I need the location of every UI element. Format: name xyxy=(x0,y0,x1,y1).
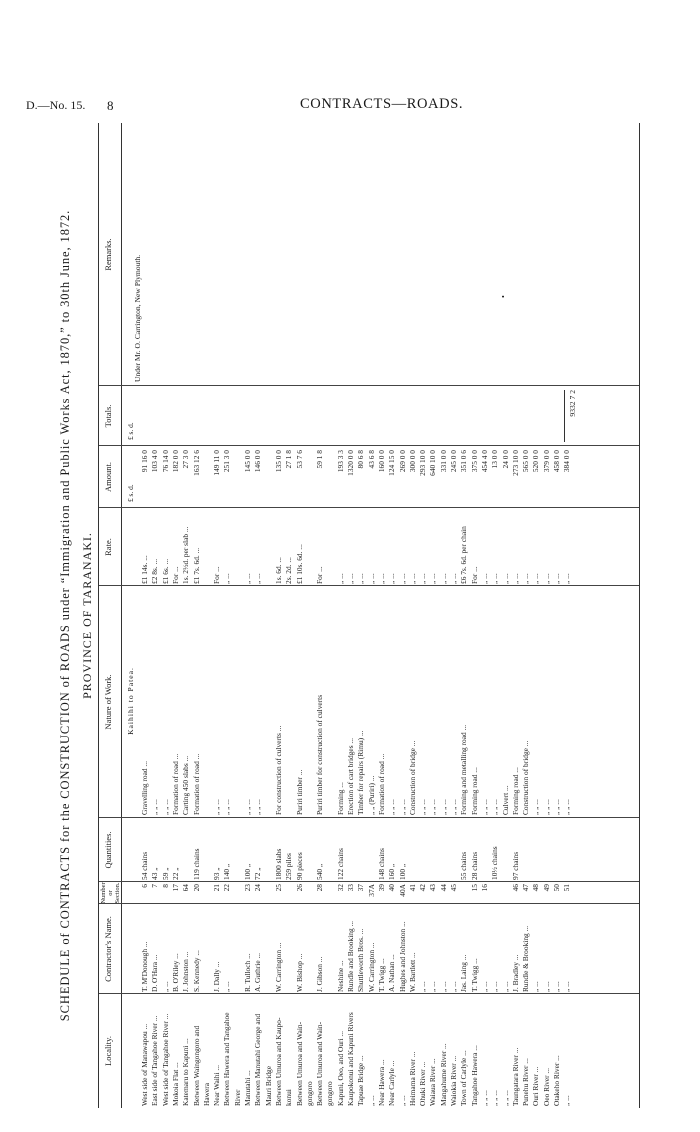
rate-cell: £6 7s. 6d. per chain xyxy=(459,526,469,584)
work-cell: „ „ ... xyxy=(253,799,263,815)
locality-cell: konui xyxy=(284,1089,294,1106)
contractor-cell: S. Kennedy ... xyxy=(191,950,201,992)
rate-cell: „ ... xyxy=(438,573,448,584)
locality-cell: Town of Carlyle ... xyxy=(459,1050,469,1106)
rate-cell: „ ... xyxy=(521,573,531,584)
quantity-cell: 100 „ xyxy=(397,863,407,880)
work-cell: For construction of culverts ... xyxy=(273,725,283,815)
work-cell: „ „ ... xyxy=(160,799,170,815)
quantity-cell: 72 „ xyxy=(253,867,263,880)
locality-cell: „ ... xyxy=(397,1095,407,1106)
section-cell: 25 xyxy=(273,884,283,892)
contractor-cell: Hughes and Johnston ... xyxy=(397,921,407,992)
locality-cell: Taungatara River ... xyxy=(510,1047,520,1106)
amount-cell: 146 0 0 xyxy=(253,450,263,473)
locality-cell: Hawera xyxy=(201,1083,211,1106)
locality-cell: „ „ ... xyxy=(490,1090,500,1106)
rate-cell: „ ... xyxy=(335,573,345,584)
rate-cell: „ ... xyxy=(222,573,232,584)
section-cell: 6 xyxy=(140,884,149,888)
rate-cell: £2 8s. ... xyxy=(150,558,160,584)
contractor-cell: D. O'Hara ... xyxy=(150,954,160,992)
amount-cell: 351 0 6 xyxy=(459,450,469,473)
locality-cell: Ouri River ... xyxy=(531,1066,541,1106)
section-cell: 22 xyxy=(222,884,232,892)
amount-cell: 27 3 0 xyxy=(181,450,191,469)
contractor-cell: R. Tulloch ... xyxy=(243,953,252,992)
amount-cell: 331 0 0 xyxy=(438,450,448,473)
work-cell: „ „ ... xyxy=(418,799,428,815)
col-quantities: Quantities. xyxy=(103,831,113,869)
quantity-cell: 90 pieces xyxy=(294,852,304,880)
contractor-cell: J. Gibson ... xyxy=(315,956,325,992)
section-cell: 46 xyxy=(510,884,520,892)
grand-total: 9332 7 2 xyxy=(568,390,577,417)
locality-cell: Tapuae Bridge ... xyxy=(356,1055,366,1106)
amount-cell: 124 15 0 xyxy=(387,450,397,476)
work-cell: Construction of bridge ... xyxy=(521,740,531,815)
amount-cell: 193 3 3 xyxy=(335,450,345,473)
section-cell: 32 xyxy=(335,884,345,892)
work-cell: Carting 450 slabs ... xyxy=(181,755,191,815)
work-cell: „ „ ... xyxy=(490,799,500,815)
work-cell: Construction of bridge ... xyxy=(407,740,417,815)
contractor-cell: A. Guthrie ... xyxy=(253,953,263,992)
locality-cell: Punehu River ... xyxy=(521,1058,531,1106)
amount-cell: 135 0 0 xyxy=(273,450,283,473)
contractor-cell: „ ... xyxy=(552,981,561,992)
contractor-cell: „ ... xyxy=(541,981,551,992)
col-remarks: Remarks. xyxy=(103,238,113,271)
locality-cell: Tangahoe Hawera ... xyxy=(469,1045,479,1106)
locality-cell: Oeo River ... xyxy=(541,1068,551,1106)
amount-cell: 24 0 0 xyxy=(500,450,510,469)
contractor-cell: Jas. Laing ... xyxy=(459,954,469,992)
contractor-cell: Shuttleworth Bros. ... xyxy=(356,928,366,992)
work-cell: Puriri timber for construction of culverts xyxy=(315,694,325,815)
locality-cell: East side of Tangahoe River ... xyxy=(150,1015,160,1106)
amount-cell: 53 7 6 xyxy=(294,450,304,469)
amount-cell: 273 10 0 xyxy=(510,450,520,476)
amount-cell: 375 0 0 xyxy=(469,450,479,473)
col-work: Nature of Work. xyxy=(103,674,113,730)
rate-cell: For ... xyxy=(212,566,222,584)
locality-cell: Between Umuroa and Wain- xyxy=(315,1021,325,1106)
locality-cell: Waiaua River ... xyxy=(428,1058,438,1106)
locality-cell: Near Hawera ... xyxy=(376,1059,386,1106)
locality-cell: Katemaru to Kapuni ... xyxy=(181,1038,191,1106)
rate-cell: „ ... xyxy=(510,573,520,584)
rate-cell: „ ... xyxy=(407,573,417,584)
locality-cell: Between Hawera and Tangahoe xyxy=(222,1012,232,1106)
totals-units: £ s. d. xyxy=(126,422,135,440)
section-cell: 33 xyxy=(346,884,355,892)
section-cell: 42 xyxy=(418,884,428,892)
rate-cell: „ ... xyxy=(418,573,428,584)
amount-cell: 269 0 0 xyxy=(397,450,407,473)
contractor-cell: W. Carrington ... xyxy=(273,942,283,992)
locality-cell: Waiokia River ... xyxy=(449,1055,458,1106)
work-cell: „ „ ... xyxy=(541,799,551,815)
quantity-cell: 43 „ xyxy=(150,867,160,880)
quantity-cell: 160 „ xyxy=(387,863,397,880)
locality-cell: West side of Manawapou ... xyxy=(140,1023,149,1106)
rate-cell: For ... xyxy=(170,566,180,584)
rate-cell: „ ... xyxy=(562,573,572,584)
contractor-cell: „ ... xyxy=(222,981,232,992)
locality-cell: Near Carlyle ... xyxy=(387,1060,397,1106)
rate-cell: £1 6s. ... xyxy=(160,558,170,584)
quantity-cell: 119 chains xyxy=(191,848,201,880)
section-cell: 50 xyxy=(552,884,561,892)
work-cell: Forming road ... xyxy=(469,767,479,815)
rate-cell: „ ... xyxy=(541,573,551,584)
work-cell: „ „ ... xyxy=(552,799,561,815)
amount-cell: 251 3 0 xyxy=(222,450,232,473)
locality-cell: gongoro xyxy=(325,1081,335,1106)
contractor-cell: „ ... xyxy=(449,981,458,992)
section-cell: 17 xyxy=(170,884,180,892)
amount-cell: 245 0 0 xyxy=(449,450,458,473)
section-cell: 64 xyxy=(181,884,191,892)
quantity-cell: 55 chains xyxy=(459,851,469,880)
amount-cell: 182 0 0 xyxy=(170,450,180,473)
locality-cell: West side of Tangahoe River ... xyxy=(160,1013,170,1106)
amount-cell: 13 0 0 xyxy=(490,450,500,469)
rate-cell: „ ... xyxy=(479,573,489,584)
locality-cell: Near Waihi ... xyxy=(212,1065,222,1106)
col-rate: Rate. xyxy=(103,538,113,556)
locality-cell: Between Waingongoro and xyxy=(191,1025,201,1106)
work-cell: Puriri timber ... xyxy=(294,769,304,815)
rate-cell: 1s. 2½d. per slab ... xyxy=(181,526,191,584)
rate-cell: 2s. 2d. ... xyxy=(284,557,294,584)
amount-cell: 458 0 0 xyxy=(552,450,561,473)
locality-cell: Between Manutahi George and xyxy=(253,1013,263,1106)
quantity-cell: 140 „ xyxy=(222,863,232,880)
amount-cell: 293 10 0 xyxy=(418,450,428,476)
section-cell: 37 xyxy=(356,884,366,892)
rate-cell: „ ... xyxy=(428,573,438,584)
amount-cell: 454 4 0 xyxy=(479,450,489,473)
rate-cell: „ ... xyxy=(376,573,386,584)
work-cell: Forming and metalling road ... xyxy=(459,724,469,815)
locality-cell: „ ... xyxy=(562,1095,572,1106)
contractor-cell: W. Bartlett ... xyxy=(407,952,417,992)
work-cell: „ „ ... xyxy=(222,799,232,815)
section-cell: 45 xyxy=(449,884,458,892)
locality-cell: „ „ ... xyxy=(479,1090,489,1106)
contractor-cell: J. Bradley ... xyxy=(510,954,520,992)
amount-units: £ s. d. xyxy=(126,484,135,502)
rate-cell: 1s. 6d. ... xyxy=(273,557,283,584)
locality-cell: Mangahume River ... xyxy=(438,1043,448,1106)
work-cell: Timber for repairs (Rimu) ... xyxy=(356,730,366,815)
rate-cell: „ ... xyxy=(397,573,407,584)
locality-cell: Mokoia Flat ... xyxy=(170,1062,180,1106)
amount-cell: 43 6 8 xyxy=(366,450,376,469)
locality-cell: gongoro xyxy=(304,1081,314,1106)
section-cell: 47 xyxy=(521,884,531,892)
amount-cell: 91 16 0 xyxy=(140,450,149,473)
col-locality: Locality. xyxy=(103,1036,113,1066)
work-cell: Formation of road ... xyxy=(376,753,386,815)
locality-cell: Between Umuroa and Wain- xyxy=(294,1021,304,1106)
section-cell: 51 xyxy=(562,884,572,892)
locality-cell: Manutahi ... xyxy=(243,1070,252,1106)
section-cell: 7 xyxy=(150,884,160,888)
table-row xyxy=(561,123,572,1108)
col-totals: Totals. xyxy=(103,404,113,428)
rate-cell: £1 14s. ... xyxy=(140,555,149,584)
page-mark: • xyxy=(499,295,508,298)
col-section: Number or Section. xyxy=(100,882,121,904)
rotated-schedule xyxy=(58,108,698,1108)
section-cell: 23 xyxy=(243,884,252,892)
rate-cell: £1 10s. 6d. ... xyxy=(294,544,304,584)
quantity-cell: 97 chains xyxy=(510,851,520,880)
contractor-cell: J. Dally ... xyxy=(212,961,222,992)
amount-cell: 565 0 0 xyxy=(521,450,531,473)
section-cell: 15 xyxy=(469,884,479,892)
amount-cell: 520 0 0 xyxy=(531,450,541,473)
locality-cell: Mauri Bridge xyxy=(263,1065,273,1106)
contracts-table xyxy=(98,123,640,1108)
contractor-cell: Rundle and Brooking ... xyxy=(346,920,355,992)
contractor-cell: „ ... xyxy=(160,981,170,992)
amount-cell: 80 6 8 xyxy=(356,450,366,469)
locality-cell: Kaupokonui and Kapuni Rivers xyxy=(346,1012,355,1106)
contractor-cell: Neshine ... xyxy=(335,960,345,992)
rate-cell: „ ... xyxy=(356,573,366,584)
rate-cell: For ... xyxy=(315,566,325,584)
locality-cell: Ohuki River ... xyxy=(418,1061,428,1106)
work-cell: „ „ ... xyxy=(243,799,252,815)
quantity-cell: 540 „ xyxy=(315,863,325,880)
contractor-cell: „ ... xyxy=(490,981,500,992)
contractor-cell: B. O'Riley ... xyxy=(170,953,180,992)
locality-cell: „ ... xyxy=(366,1095,376,1106)
rate-cell: „ ... xyxy=(552,573,561,584)
contractor-cell: W. Carrington ... xyxy=(366,942,376,992)
locality-cell: Otakeho River ... xyxy=(552,1055,561,1106)
remarks-note: Under Mr. O. Carrington, New Plymouth. xyxy=(133,254,142,382)
amount-cell: 149 11 0 xyxy=(212,450,222,476)
section-cell: 49 xyxy=(541,884,551,892)
section-cell: 48 xyxy=(531,884,541,892)
rate-cell: „ ... xyxy=(346,573,355,584)
page-number: 8 xyxy=(107,98,114,113)
work-cell: „ „ ... xyxy=(449,799,458,815)
section-cell: 40 xyxy=(387,884,397,892)
work-cell: Erection of cart bridges ... xyxy=(346,738,355,815)
contractor-cell: „ ... xyxy=(562,981,572,992)
section-cell: 26 xyxy=(294,884,304,892)
locality-cell: Heimama River ... xyxy=(407,1051,417,1106)
amount-cell: 379 0 0 xyxy=(541,450,551,473)
contractor-cell: T. M'Donough ... xyxy=(140,941,149,992)
locality-cell: Kapuni, Oeo, and Ouri ... xyxy=(335,1031,345,1106)
work-cell: „ „ ... xyxy=(479,799,489,815)
work-cell: Culvert ... xyxy=(500,785,510,815)
quantity-cell: 259 piles xyxy=(284,853,294,880)
rate-cell: „ ... xyxy=(387,573,397,584)
locality-cell: Between Umuroa and Kaupo- xyxy=(273,1017,283,1106)
work-cell: „ „ ... xyxy=(212,799,222,815)
rate-cell: For ... xyxy=(469,566,479,584)
contractor-cell: J. Johnston ... xyxy=(181,951,191,992)
total-rule xyxy=(564,390,565,442)
contractor-cell: „ ... xyxy=(438,981,448,992)
locality-cell: River xyxy=(232,1089,242,1106)
col-contractor: Contractor's Name. xyxy=(103,916,113,982)
amount-cell: 145 0 0 xyxy=(243,450,252,473)
amount-cell: 103 4 0 xyxy=(150,450,160,473)
amount-cell: 640 10 0 xyxy=(428,450,438,476)
section-cell: 21 xyxy=(212,884,222,892)
rate-cell: „ ... xyxy=(531,573,541,584)
amount-cell: 160 0 0 xyxy=(376,450,386,473)
section-cell: 20 xyxy=(191,884,201,892)
quantity-cell: 100 „ xyxy=(243,863,252,880)
section-cell: 39 xyxy=(376,884,386,892)
section-cell: 44 xyxy=(438,884,448,892)
contractor-cell: A. Nathan ... xyxy=(387,954,397,992)
work-cell: „ „ ... xyxy=(562,799,572,815)
contractor-cell: „ ... xyxy=(428,981,438,992)
contractor-cell: Rundle & Brooking ... xyxy=(521,925,531,992)
amount-cell: 384 0 0 xyxy=(562,450,572,473)
contractor-cell: „ ... xyxy=(479,981,489,992)
section-cell: 37A xyxy=(366,884,376,897)
quantity-cell: 22 „ xyxy=(170,867,180,880)
amount-cell: 59 1 8 xyxy=(315,450,325,469)
document-reference: D.—No. 15. xyxy=(26,98,86,112)
quantity-cell: 148 chains xyxy=(376,848,386,880)
col-amount: Amount. xyxy=(103,462,113,492)
schedule-title: SCHEDULE of CONTRACTS for the CONSTRUCTION of ROADS under “Immigration and Public Works Act, 1870,” to 30th June, 1872. xyxy=(58,209,72,1022)
amount-cell: 1320 0 0 xyxy=(346,450,355,476)
section-cell: 28 xyxy=(315,884,325,892)
work-cell: „ „ ... xyxy=(387,799,397,815)
table-header xyxy=(99,123,122,1108)
rate-cell: „ ... xyxy=(366,573,376,584)
quantity-cell: 54 chains xyxy=(140,851,149,880)
contractor-cell: „ ... xyxy=(500,981,510,992)
quantity-cell: 28 chains xyxy=(469,851,479,880)
quantity-cell: 1800 slabs xyxy=(273,848,283,880)
amount-cell: 27 1 8 xyxy=(284,450,294,469)
work-cell: „ „ (Puriri) ... xyxy=(366,775,376,815)
page-title: CONTRACTS—ROADS. xyxy=(300,96,464,112)
rate-cell: „ ... xyxy=(449,573,458,584)
work-cell: „ „ ... xyxy=(531,799,541,815)
work-cell: „ „ ... xyxy=(150,799,160,815)
contractor-cell: T. Twigg ... xyxy=(469,958,479,992)
contractor-cell: W. Bishop ... xyxy=(294,953,304,992)
work-cell: Forming road ... xyxy=(510,767,520,815)
province-heading: PROVINCE OF TARANAKI. xyxy=(80,532,94,699)
quantity-cell: 10½ chains xyxy=(490,846,500,880)
work-cell: Gravelling road ... xyxy=(140,761,149,815)
rate-cell: „ ... xyxy=(253,573,263,584)
work-cell: Formation of road ... xyxy=(170,753,180,815)
section-cell: 8 xyxy=(160,884,170,888)
section-heading: Kaihihi to Patea. xyxy=(126,667,135,735)
locality-cell: „ „ ... xyxy=(500,1090,510,1106)
work-cell: Formation of road ... xyxy=(191,753,201,815)
amount-cell: 163 12 6 xyxy=(191,450,201,476)
contractor-cell: „ ... xyxy=(418,981,428,992)
rate-cell: „ ... xyxy=(490,573,500,584)
work-cell: „ „ ... xyxy=(428,799,438,815)
amount-cell: 76 14 0 xyxy=(160,450,170,473)
work-cell: Forming ... xyxy=(335,782,345,815)
rate-cell: „ ... xyxy=(243,573,252,584)
work-cell: „ „ ... xyxy=(397,799,407,815)
amount-cell: 300 0 0 xyxy=(407,450,417,473)
contractor-cell: „ ... xyxy=(531,981,541,992)
rate-cell: £1 7s. 6d. ... xyxy=(191,547,201,584)
section-cell: 16 xyxy=(479,884,489,892)
quantity-cell: 59 „ xyxy=(160,867,170,880)
section-cell: 41 xyxy=(407,884,417,892)
contractor-cell: T. Twigg ... xyxy=(376,958,386,992)
quantity-cell: 122 chains xyxy=(335,848,345,880)
section-cell: 43 xyxy=(428,884,438,892)
quantity-cell: 93 „ xyxy=(212,867,222,880)
work-cell: „ „ ... xyxy=(438,799,448,815)
section-cell: 40A xyxy=(397,884,407,897)
section-cell: 24 xyxy=(253,884,263,892)
rate-cell: „ ... xyxy=(500,573,510,584)
